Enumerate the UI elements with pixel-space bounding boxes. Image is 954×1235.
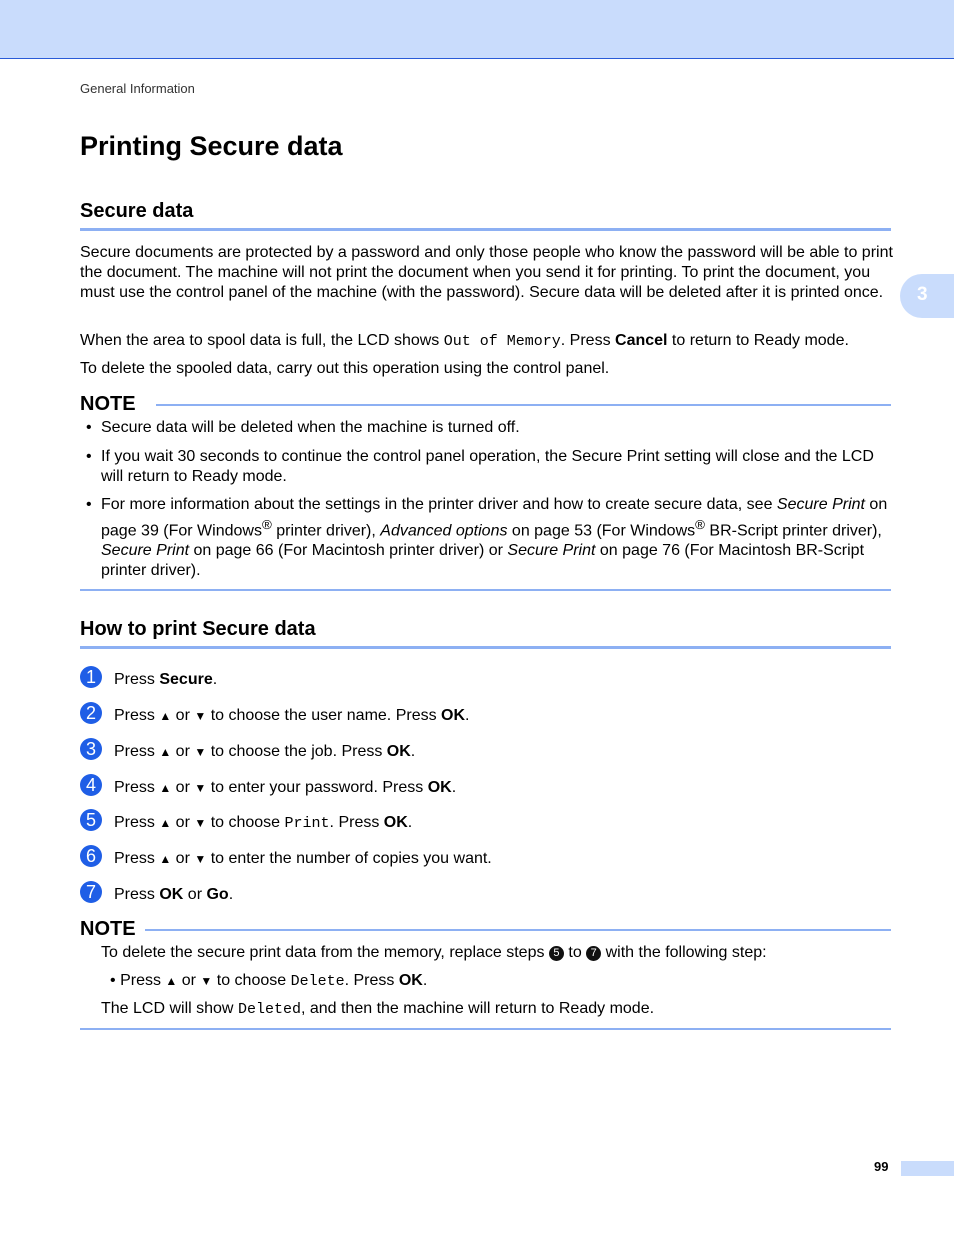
lcd-message: Deleted xyxy=(237,1001,301,1018)
step-number-icon: 1 xyxy=(80,666,102,688)
section-rule xyxy=(80,646,891,649)
step-number-icon: 4 xyxy=(80,774,102,796)
up-arrow-icon: ▲ xyxy=(159,709,172,723)
section-heading-secure-data: Secure data xyxy=(80,200,194,222)
key-label: OK xyxy=(427,779,452,796)
page-title: Printing Secure data xyxy=(80,131,343,161)
up-arrow-icon: ▲ xyxy=(165,974,178,988)
up-arrow-icon: ▲ xyxy=(159,781,172,795)
top-header-band xyxy=(0,0,954,59)
paragraph-secure-intro: Secure documents are protected by a password and only those people who know the password will be able to print the document. The machine will not print the document when you send it for printing. To print the document, you must use the control panel of the machine (with the password). Secure data will be deleted after it is printed once. xyxy=(80,244,893,301)
note-deleted-message: The LCD will show Deleted, and then the machine will return to Ready mode. xyxy=(101,1000,655,1018)
note-end-rule xyxy=(80,1028,891,1030)
lcd-message: Out of Memory xyxy=(443,333,561,350)
step-number-icon: 5 xyxy=(549,946,564,961)
cancel-key-label: Cancel xyxy=(615,332,668,349)
note-rule xyxy=(145,929,891,931)
step-number-icon: 6 xyxy=(80,845,102,867)
section-heading-how-to-print: How to print Secure data xyxy=(80,618,316,640)
page-number-bar xyxy=(901,1161,954,1176)
step-number-icon: 2 xyxy=(80,702,102,724)
page-number: 99 xyxy=(874,1159,889,1174)
key-label: OK xyxy=(386,743,411,760)
cross-reference: Secure Print xyxy=(101,542,190,560)
key-label: Go xyxy=(206,886,229,903)
section-rule xyxy=(80,228,891,231)
up-arrow-icon: ▲ xyxy=(159,745,172,759)
lcd-option: Delete xyxy=(290,973,345,990)
key-label: Secure xyxy=(159,671,213,688)
note-title: NOTE xyxy=(80,918,136,940)
paragraph-delete-spooled: To delete the spooled data, carry out this operation using the control panel. xyxy=(80,360,610,377)
running-header: General Information xyxy=(80,81,195,96)
cross-reference: Secure Print xyxy=(776,496,865,513)
note-end-rule xyxy=(80,589,891,591)
cross-reference: Advanced options xyxy=(380,522,508,540)
key-label: OK xyxy=(441,707,466,724)
lcd-option: Print xyxy=(284,815,330,832)
note-bullet: • For more information about the settings in the printer driver and how to create secure data, see Secure Print on page 39 (For Windows® printer driver), Advanced options on page 53 (For Windows® BR-Script printer driver), Secure Print on page 66 (For Macintosh printer driver) or Secure Print on page 76 (For Macintosh BR-Script printer driver). xyxy=(86,496,888,580)
note-delete-instruction: To delete the secure print data from the memory, replace steps 5 to 7 with the following step: xyxy=(101,944,767,961)
down-arrow-icon: ▼ xyxy=(194,781,207,795)
note-bullet: • If you wait 30 seconds to continue the control panel operation, the Secure Print setting will close and the LCD will return to Ready mode. xyxy=(86,448,874,485)
down-arrow-icon: ▼ xyxy=(194,816,207,830)
step-number-icon: 5 xyxy=(80,809,102,831)
step-number-icon: 7 xyxy=(586,946,601,961)
note-rule xyxy=(156,404,891,406)
key-label: OK xyxy=(159,886,184,903)
step-number-icon: 3 xyxy=(80,738,102,760)
key-label: OK xyxy=(398,972,423,989)
step-number-icon: 7 xyxy=(80,881,102,903)
note-bullet: • Secure data will be deleted when the machine is turned off. xyxy=(86,419,520,436)
down-arrow-icon: ▼ xyxy=(194,709,207,723)
paragraph-out-of-memory: When the area to spool data is full, the LCD shows Out of Memory. Press Cancel to return to Ready mode. xyxy=(80,332,849,350)
note-delete-step: • Press ▲ or ▼ to choose Delete. Press OK. xyxy=(110,972,428,990)
note-title: NOTE xyxy=(80,393,136,415)
down-arrow-icon: ▼ xyxy=(200,974,213,988)
down-arrow-icon: ▼ xyxy=(194,852,207,866)
chapter-tab: 3 xyxy=(900,274,954,318)
key-label: OK xyxy=(383,814,408,831)
up-arrow-icon: ▲ xyxy=(159,852,172,866)
up-arrow-icon: ▲ xyxy=(159,816,172,830)
cross-reference: Secure Print xyxy=(507,542,596,560)
down-arrow-icon: ▼ xyxy=(194,745,207,759)
